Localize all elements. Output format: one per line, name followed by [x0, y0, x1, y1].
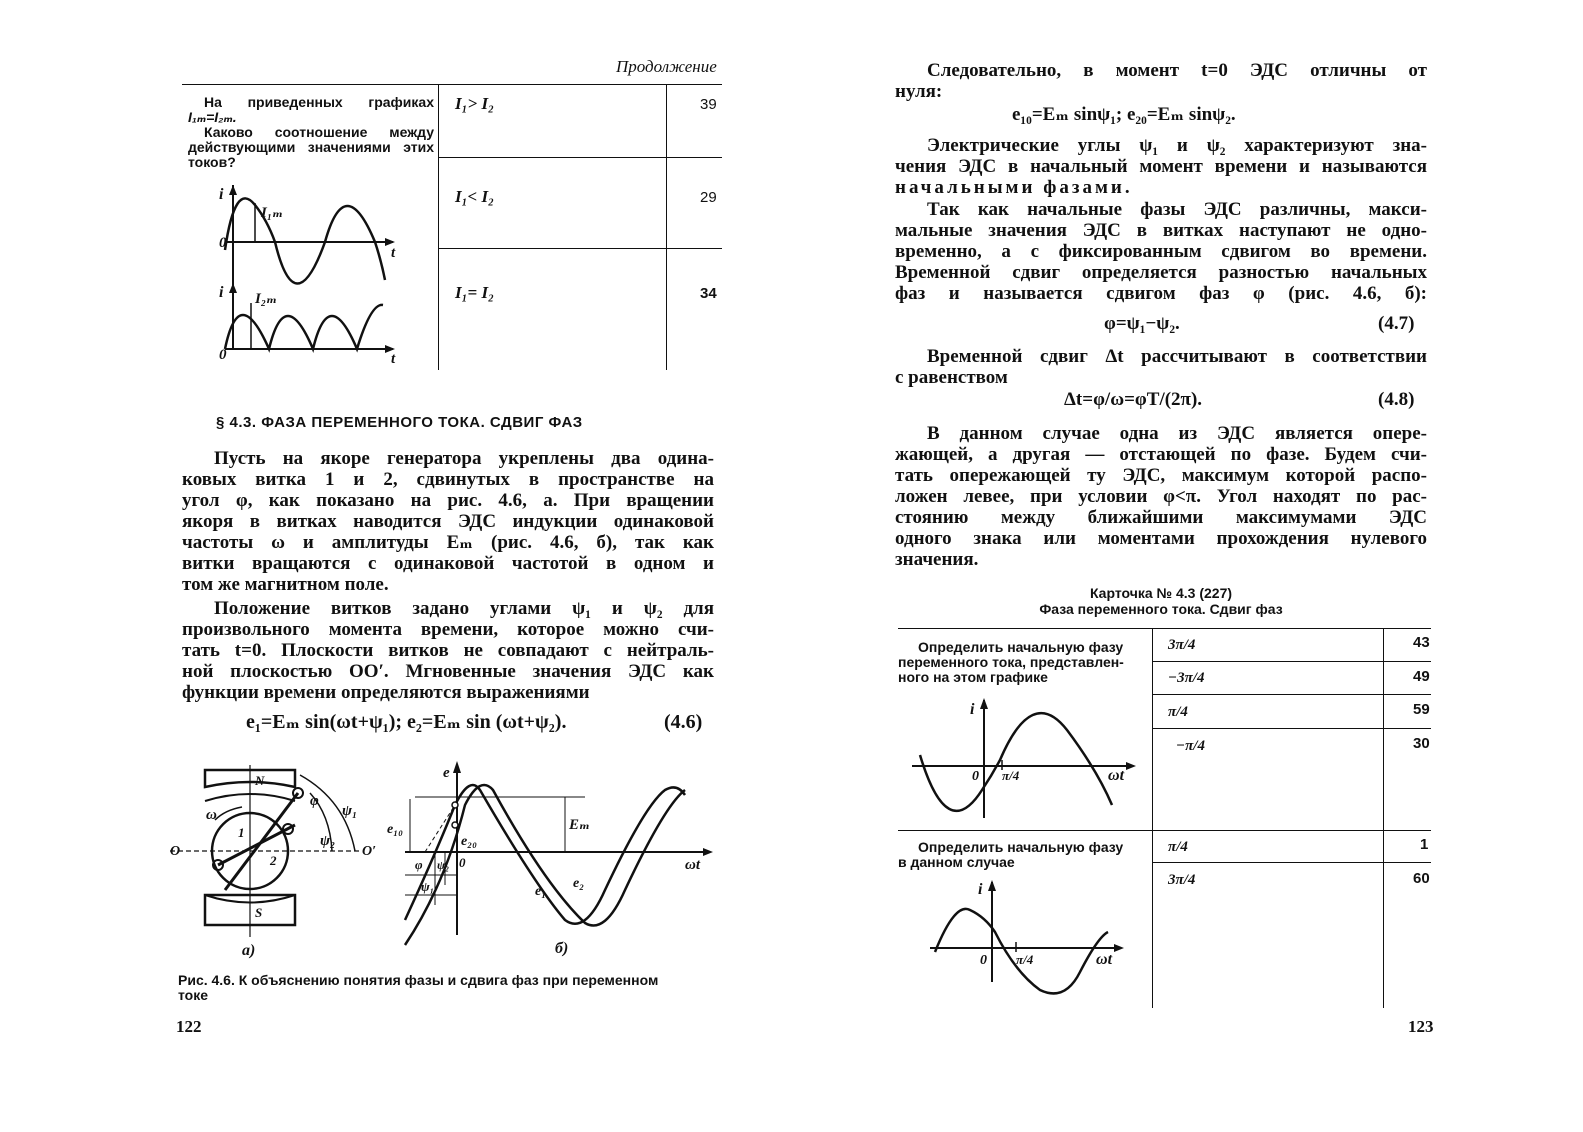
- question-line: переменного тока, представлен-: [898, 654, 1124, 670]
- question-line: Определить начальную фазу: [918, 839, 1124, 855]
- fig-b-e: e: [443, 765, 450, 781]
- sine-graph-1: [215, 185, 395, 295]
- card-graph2-origin: 0: [980, 953, 987, 968]
- card-q1-row-3: [1152, 728, 1431, 729]
- fig-b-e10: e₁₀: [387, 822, 403, 837]
- card-q1-row-2: [1152, 694, 1431, 695]
- graph1-y-label: i: [219, 186, 224, 203]
- table-divider-2: [666, 84, 667, 370]
- text-line: функции времени определяются выражениями: [182, 682, 590, 703]
- card-top-rule: [898, 628, 1431, 629]
- text-line: Временной сдвиг Δt рассчитывают в соответствии: [927, 346, 1427, 367]
- text-line: Временной сдвиг определяется разностью начальных: [895, 262, 1427, 283]
- fig-b-e2: e₂: [573, 876, 585, 891]
- graph2-y-label: i: [219, 284, 224, 301]
- card-question-1: [898, 640, 1146, 685]
- fig-a-psi2: ψ₂: [320, 833, 336, 849]
- text-line: том же магнитном поле.: [182, 574, 389, 595]
- card-graph-2: [930, 882, 1130, 997]
- card-answer-option[interactable]: 3π/4: [1168, 637, 1196, 653]
- right-paragraph-5: [895, 423, 1427, 570]
- card-graph1-origin: 0: [972, 769, 979, 784]
- page-number-left: 122: [176, 1017, 202, 1036]
- fig-a-omega: ω: [206, 807, 217, 823]
- text-line: произвольного момента времени, которое можно счи-: [182, 619, 714, 640]
- fig-a-coil2: 2: [270, 853, 277, 868]
- card-graph1-y: i: [970, 701, 975, 718]
- card-answer-option[interactable]: −π/4: [1176, 738, 1205, 754]
- fig-a-O: O: [170, 844, 181, 859]
- card-answer-code: 59: [1413, 701, 1430, 718]
- question-line: в данном случае: [898, 854, 1015, 870]
- card-title: Карточка № 4.3 (227): [1089, 585, 1233, 601]
- fig-b-e1: e₁: [535, 884, 547, 899]
- table-row-rule-2: [438, 248, 722, 249]
- card-graph2-x: ωt: [1096, 951, 1113, 968]
- page-number-right: 123: [1408, 1017, 1434, 1036]
- text-line: угол φ, как показано на рис. 4.6, а. При вращении: [182, 490, 714, 511]
- text-line: стоянию между ближайшими максимумами ЭДС: [895, 507, 1427, 528]
- graph2-origin-label: 0: [219, 347, 227, 363]
- card-answer-code: 43: [1413, 634, 1430, 651]
- generator-figure-a: [170, 765, 385, 965]
- equation-4-8-number: (4.8): [1378, 389, 1415, 410]
- card-subtitle: Фаза переменного тока. Сдвиг фаз: [1039, 601, 1283, 617]
- text-line: В данном случае одна из ЭДС является опере-: [927, 423, 1427, 444]
- question-line: Каково соотношение между: [204, 124, 434, 140]
- card-answer-code: 30: [1413, 735, 1430, 752]
- text-line: ной плоскостью OO′. Мгновенные значения ЭДС как: [182, 661, 714, 682]
- card-question-2: [898, 840, 1146, 870]
- text-line: частоты ω и амплитуды Eₘ (рис. 4.6, б), так как: [182, 532, 714, 553]
- question-line: Определить начальную фазу: [918, 639, 1124, 655]
- text-line: одного знака или моментами прохождения нулевого: [895, 528, 1427, 549]
- text-line: якоря в витках наводится ЭДС индукции одинаковой: [182, 511, 714, 532]
- fig-b-Em: Eₘ: [569, 817, 590, 833]
- caption-line: токе: [178, 987, 209, 1003]
- right-paragraph-4: [895, 346, 1427, 388]
- fig-a-coil1: 1: [238, 825, 245, 840]
- question-line: ного на этом графике: [898, 669, 1048, 685]
- text-line: временно, а с фиксированным сдвигом во времени.: [895, 241, 1427, 262]
- figure-caption: [178, 973, 713, 1003]
- text-line: нуля:: [895, 81, 943, 102]
- text-line: витки вращаются с одинаковой частотой в одном и: [182, 553, 714, 574]
- text-line: с равенством: [895, 367, 1008, 388]
- equation-4-7-number: (4.7): [1378, 313, 1415, 334]
- table-divider-1: [438, 84, 439, 370]
- answer-option[interactable]: I₁< I₂: [455, 187, 495, 206]
- graph2-peak-label: I₂ₘ: [255, 291, 277, 307]
- fig-b-psi2: ψ₂: [437, 858, 450, 872]
- graph1-peak-label: I₁ₘ: [261, 205, 283, 221]
- text-line: чения ЭДС в начальный момент времени и называются: [895, 156, 1427, 177]
- answer-code: 29: [700, 189, 717, 206]
- graph2-x-label: t: [391, 351, 396, 367]
- card-answer-code: 60: [1413, 870, 1430, 887]
- text-line: значения.: [895, 549, 979, 570]
- fig-a-phi: φ: [310, 793, 319, 809]
- equation-initial-emf: e₁₀=Eₘ sinψ₁; e₂₀=Eₘ sinψ₂.: [1012, 104, 1236, 125]
- equation-4-8: Δt=φ/ω=φT/(2π).: [1064, 389, 1203, 410]
- fig-b-wt: ωt: [685, 857, 701, 873]
- card-mid-rule: [898, 830, 1431, 831]
- answer-option[interactable]: I₁> I₂: [455, 94, 495, 113]
- text-line: фаз и называется сдвигом фаз φ (рис. 4.6, б):: [895, 283, 1427, 304]
- question-line: действующими значениями этих: [188, 139, 434, 155]
- text-line: мальные значения ЭДС в витках наступают не одно-: [895, 220, 1427, 241]
- text-line: ковых витка 1 и 2, сдвинутых в пространстве на: [182, 469, 714, 490]
- text-line: тать t=0. Плоскости витков не совпадают с нейтраль-: [182, 640, 714, 661]
- table-top-rule: [182, 84, 722, 85]
- table-row-rule-1: [438, 157, 722, 158]
- question-line: I₁ₘ=I₂ₘ.: [188, 109, 237, 125]
- continuation-label: Продолжение: [616, 57, 717, 76]
- card-graph1-tick: π/4: [1002, 768, 1020, 783]
- question-line: На приведенных графиках: [204, 94, 434, 110]
- card-q2-row-1: [1152, 862, 1431, 863]
- fig-a-subcaption: а): [242, 942, 256, 959]
- card-answer-option[interactable]: π/4: [1168, 704, 1188, 720]
- fig-b-zero: 0: [459, 855, 466, 870]
- card-graph1-x: ωt: [1108, 767, 1125, 784]
- text-line: Электрические углы ψ₁ и ψ₂ характеризуют зна-: [927, 135, 1427, 156]
- right-paragraph-3: [895, 199, 1427, 304]
- equation-4-6-number: (4.6): [664, 711, 703, 733]
- card-divider-1: [1152, 628, 1153, 1008]
- card-answer-code: 49: [1413, 668, 1430, 685]
- graph1-origin-label: 0: [219, 235, 227, 251]
- fig-a-S: S: [255, 905, 263, 920]
- equation-4-6: e₁=Eₘ sin(ωt+ψ₁); e₂=Eₘ sin (ωt+ψ₂).: [246, 711, 567, 733]
- text-line: Пусть на якоре генератора укреплены два одина-: [214, 448, 714, 469]
- fig-a-psi1: ψ₁: [342, 803, 358, 819]
- card-graph2-tick: π/4: [1016, 952, 1034, 967]
- card-answer-option[interactable]: 3π/4: [1168, 872, 1196, 888]
- fig-b-phi: φ: [415, 857, 423, 872]
- card-graph2-y: i: [978, 881, 983, 898]
- fig-b-e20: e₂₀: [461, 834, 477, 849]
- text-line: Положение витков задано углами ψ₁ и ψ₂ для: [214, 598, 714, 619]
- fig-a-N: N: [255, 773, 265, 788]
- answer-code: 34: [700, 285, 717, 302]
- text-line: ложен левее, при условии φ<π. Угол находят по рас-: [895, 486, 1427, 507]
- card-divider-2: [1383, 628, 1384, 1008]
- card-answer-option[interactable]: −3π/4: [1168, 670, 1205, 686]
- question-line: токов?: [188, 154, 236, 170]
- right-paragraph-2: [895, 135, 1427, 198]
- left-paragraph-1: [182, 448, 714, 595]
- left-paragraph-2: [182, 598, 714, 703]
- card-graph-1: [912, 700, 1137, 825]
- caption-line: Рис. 4.6. К объяснению понятия фазы и сдвига фаз при переменном: [178, 972, 659, 988]
- right-paragraph-1: [895, 60, 1427, 102]
- equation-4-7: φ=ψ₁−ψ₂.: [1104, 313, 1180, 334]
- section-title: § 4.3. ФАЗА ПЕРЕМЕННОГО ТОКА. СДВИГ ФАЗ: [216, 414, 583, 431]
- text-line: жающей, а другая — отстающей по фазе. Будем счи-: [895, 444, 1427, 465]
- text-line: начальными фазами.: [895, 177, 1133, 198]
- fig-b-subcaption: б): [555, 940, 569, 957]
- text-line: Так как начальные фазы ЭДС различны, макси-: [927, 199, 1427, 220]
- answer-code: 39: [700, 96, 717, 113]
- fig-a-O-prime: O′: [362, 844, 377, 859]
- graph1-x-label: t: [391, 245, 396, 261]
- text-line: тать опережающей ту ЭДС, максимум которой распо-: [895, 465, 1427, 486]
- answer-option[interactable]: I₁= I₂: [455, 283, 495, 302]
- emf-waveforms-figure-b: [385, 765, 715, 960]
- question-text: [188, 95, 434, 170]
- card-answer-code: 1: [1420, 836, 1429, 853]
- text-line: Следовательно, в момент t=0 ЭДС отличны от: [927, 60, 1427, 81]
- card-answer-option[interactable]: π/4: [1168, 839, 1188, 855]
- card-q1-row-1: [1152, 661, 1431, 662]
- rectified-graph-2: [215, 283, 396, 367]
- fig-b-psi1: ψ₁: [421, 879, 435, 894]
